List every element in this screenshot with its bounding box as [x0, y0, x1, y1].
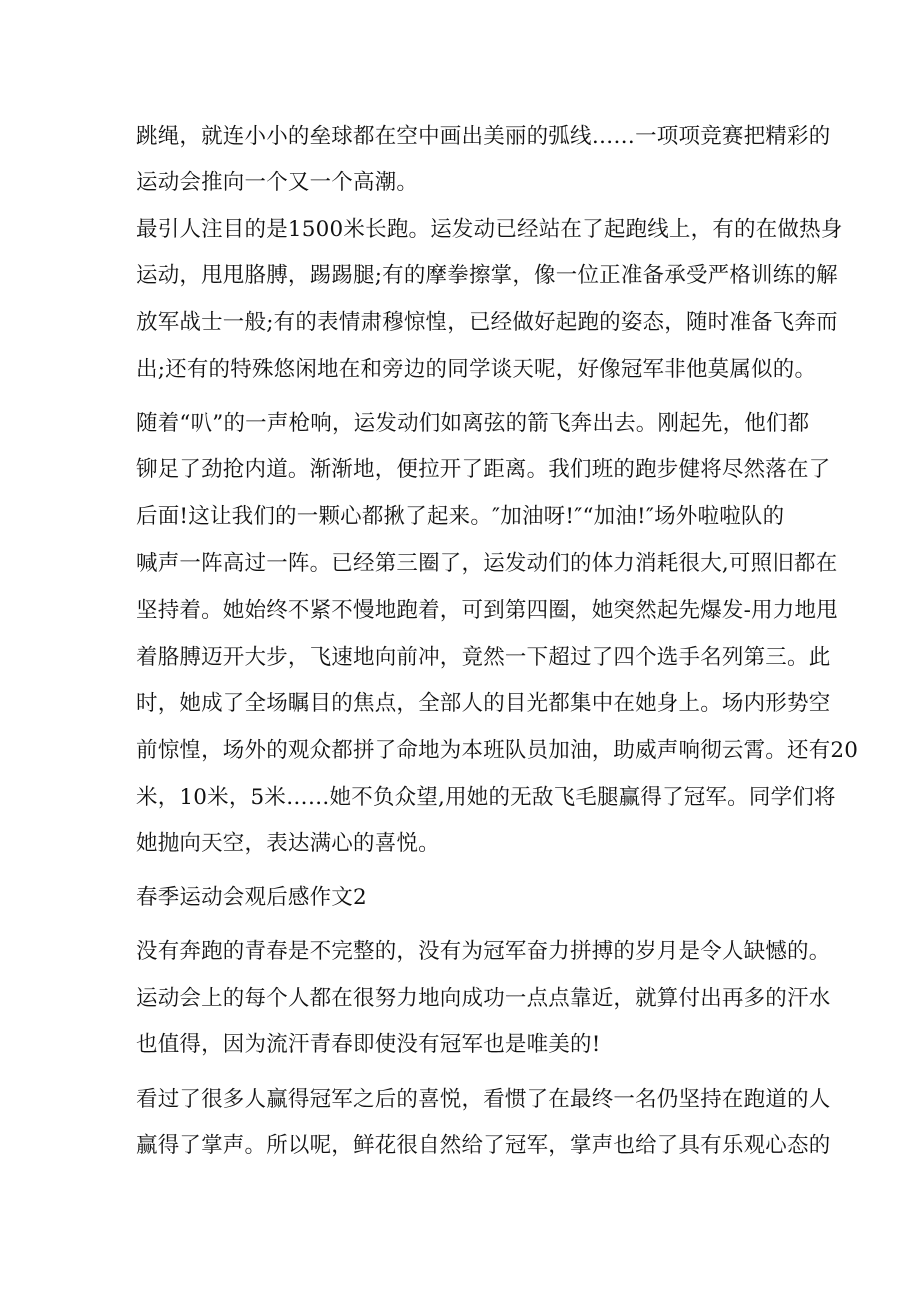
text-line: 前惊惶，场外的观众都拼了命地为本班队员加油，助威声响彻云霄。还有20: [136, 738, 859, 763]
text-line: 米，10米，5米……她不负众望,用她的无敌飞毛腿赢得了冠军。同学们将: [136, 785, 836, 810]
text-line: 没有奔跑的青春是不完整的，没有为冠军奋力拼搏的岁月是令人缺憾的。: [136, 939, 831, 964]
text-line: 运动，甩甩胳膊，踢踢腿;有的摩拳擦掌，像一位正准备承受严格训练的解: [136, 263, 838, 288]
text-line: 运动会上的每个人都在很努力地向成功一点点靠近，就算付出再多的汗水: [136, 986, 831, 1011]
text-line: 着胳膊迈开大步，飞速地向前冲，竟然一下超过了四个选手名列第三。此: [136, 645, 831, 670]
text-line: 后面!这让我们的一颗心都揪了起来。″加油呀!″“加油!″场外啦啦队的: [136, 504, 785, 529]
text-line: 铆足了劲抢内道。渐渐地，便拉开了距离。我们班的跑步健将尽然落在了: [136, 457, 831, 482]
text-line: 最引人注目的是1500米长跑。运发动已经站在了起跑线上，有的在做热身: [136, 217, 843, 242]
text-line: 看过了很多人赢得冠军之后的喜悦，看惯了在最终一名仍坚持在跑道的人: [136, 1087, 831, 1112]
text-line: 喊声一阵高过一阵。已经第三圈了，运发动们的体力消耗很大,可照旧都在: [136, 551, 838, 576]
text-line: 也值得，因为流汗青春即使没有冠军也是唯美的!: [136, 1032, 601, 1057]
text-line: 跳绳，就连小小的垒球都在空中画出美丽的弧线……一项项竞赛把精彩的: [136, 124, 831, 149]
text-line: 出;还有的特殊悠闲地在和旁边的同学谈天呢，好像冠军非他莫属似的。: [136, 357, 817, 382]
section-heading: 春季运动会观后感作文2: [136, 885, 367, 910]
text-line: 随着“叭”的一声枪响，运发动们如离弦的箭飞奔出去。刚起先，他们都: [136, 411, 810, 436]
text-line: 运动会推向一个又一个高潮。: [136, 170, 419, 195]
text-line: 坚持着。她始终不紧不慢地跑着，可到第四圈，她突然起先爆发-用力地甩: [136, 598, 838, 623]
text-line: 赢得了掌声。所以呢，鲜花很自然给了冠军，掌声也给了具有乐观心态的: [136, 1133, 831, 1158]
text-line: 她抛向天空，表达满心的喜悦。: [136, 831, 440, 856]
text-line: 放军战士一般;有的表情肃穆惊惶，已经做好起跑的姿态，随时准备飞奔而: [136, 310, 838, 335]
text-line: 时，她成了全场瞩目的焦点，全部人的目光都集中在她身上。场内形势空: [136, 691, 831, 716]
